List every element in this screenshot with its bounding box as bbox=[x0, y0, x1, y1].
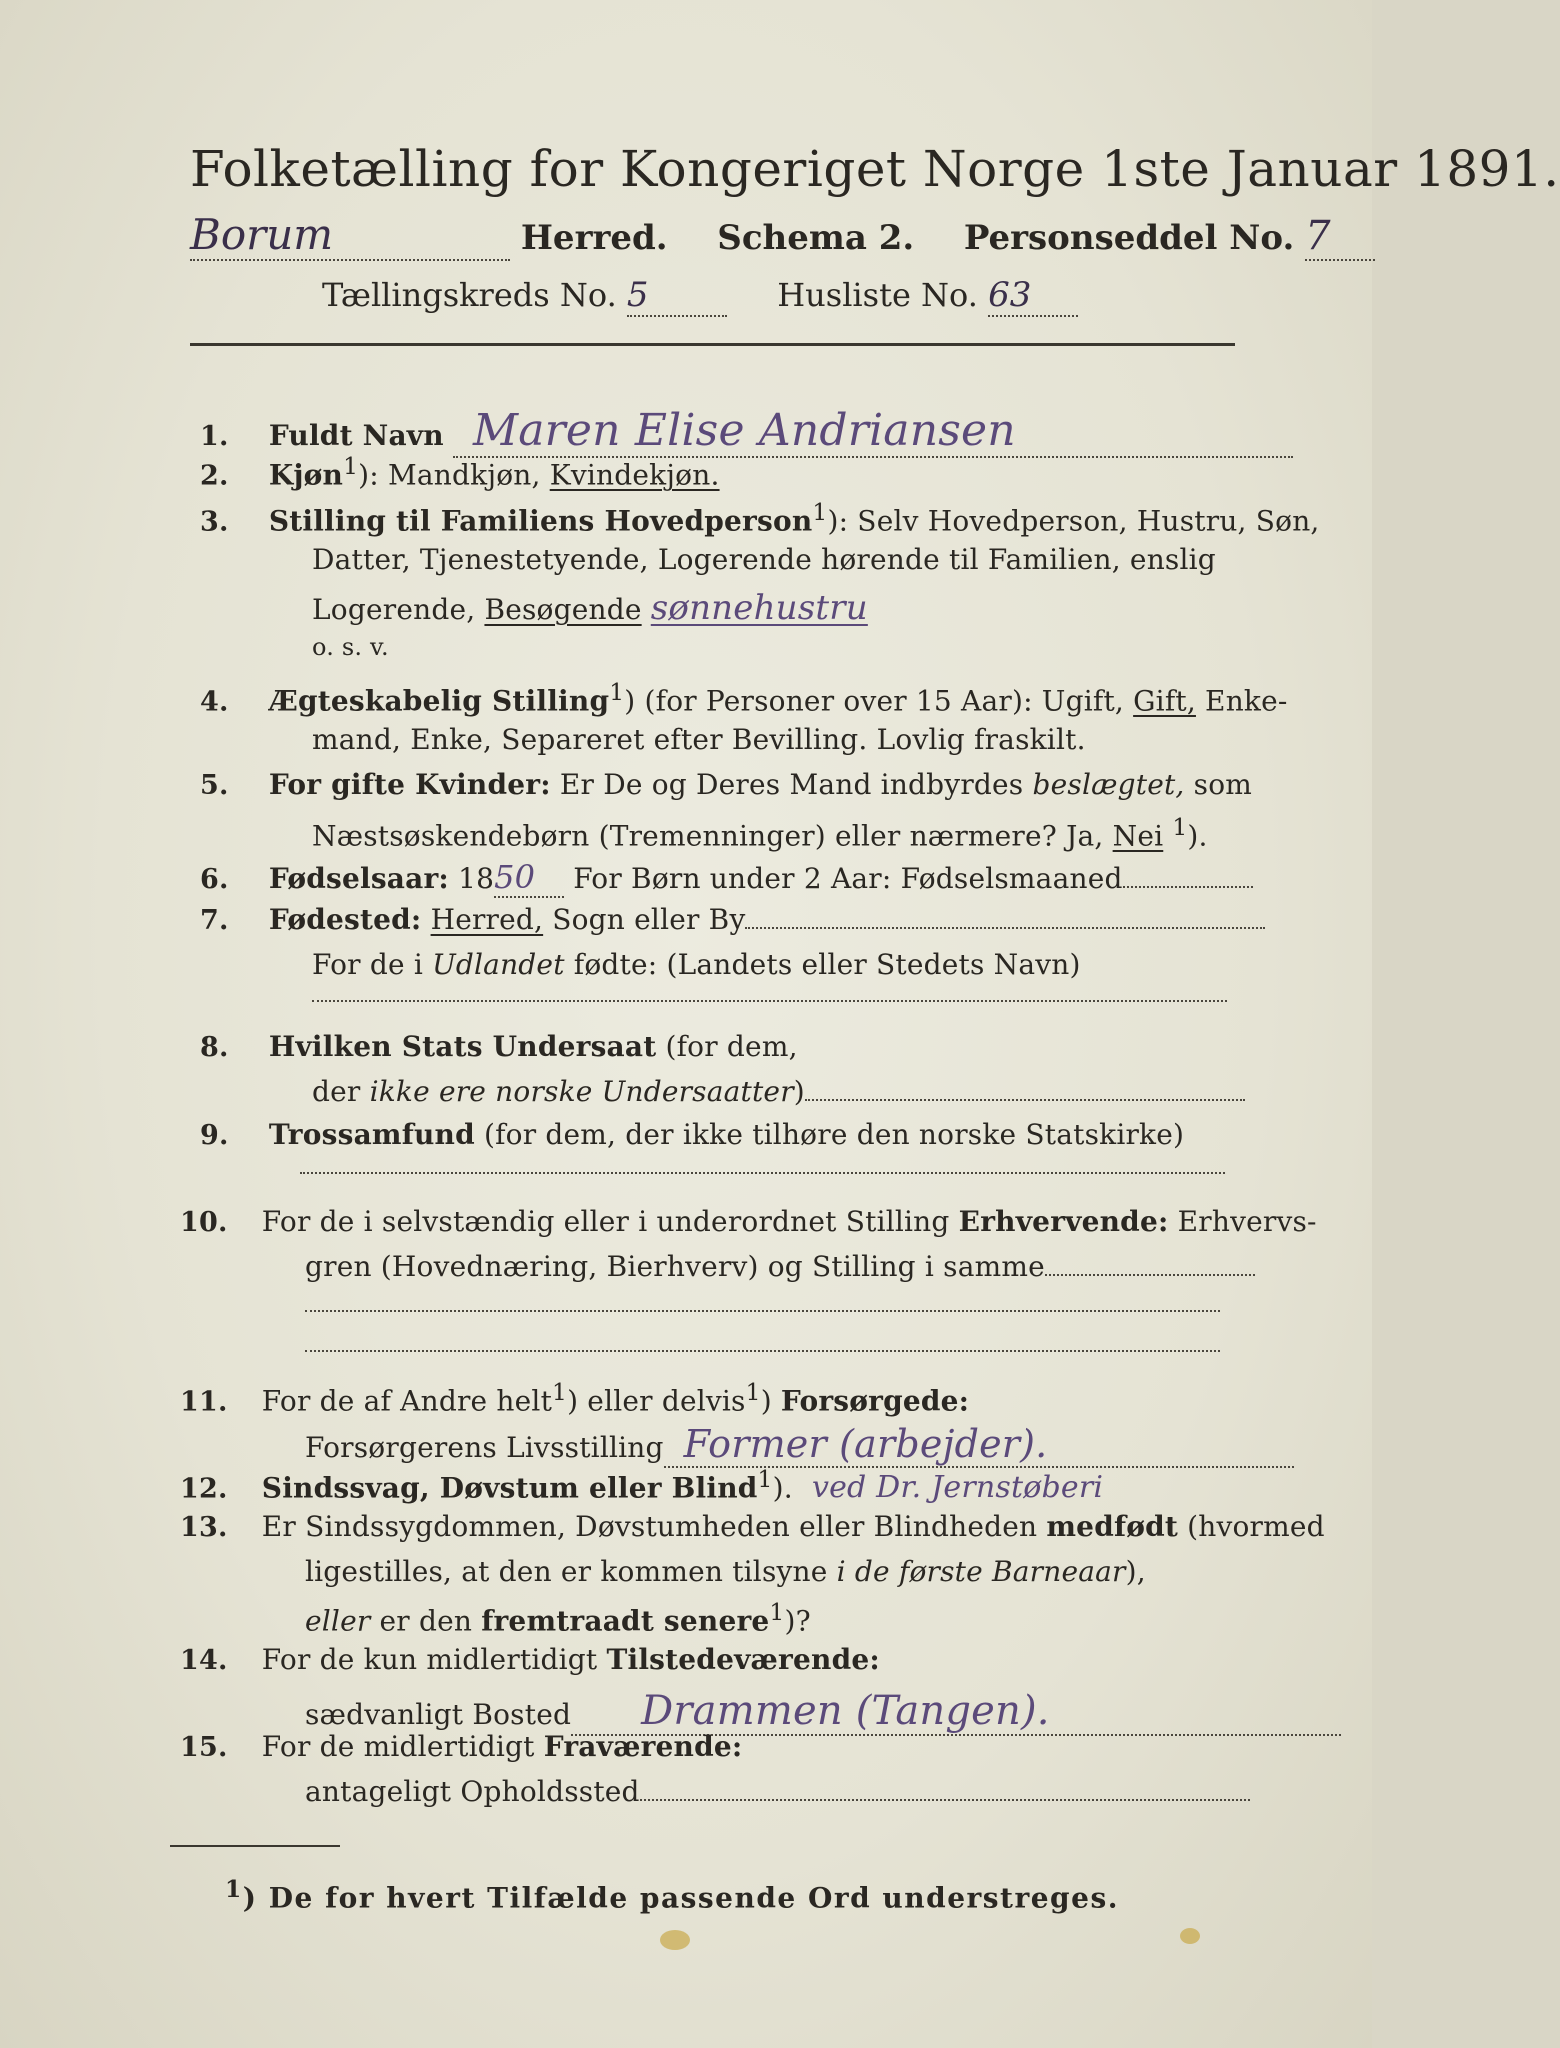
item-4: 4. Ægteskabelig Stilling$^1$) (for Personer over 15 Aar): Ugift, Gift, Enke- bbox=[200, 678, 1288, 718]
provider-occupation-value: Former (arbejder). bbox=[664, 1422, 1294, 1468]
item-12: 12. Sindssvag, Døvstum eller Blind$^1$). ved Dr. Jernstøberi bbox=[180, 1465, 1104, 1506]
item-6: 6. Fødselsaar: 1850 For Børn under 2 Aar: Fødselsmaaned bbox=[200, 858, 1253, 898]
item-8-line2: der ikke ere norske Undersaatter) bbox=[312, 1075, 1245, 1108]
schema-label: Schema 2. bbox=[717, 218, 915, 258]
item-13: 13. Er Sindssygdommen, Døvstumheden eller Blindheden medfødt (hvormed bbox=[180, 1510, 1325, 1543]
item-2: 2. Kjøn$^1$): Mandkjøn, Kvindekjøn. bbox=[200, 452, 720, 492]
herred-label: Herred. bbox=[520, 218, 668, 258]
item-7-line2: For de i Udlandet fødte: (Landets eller Stedets Navn) bbox=[312, 948, 1081, 981]
ink-stain bbox=[1180, 1928, 1200, 1944]
item-9: 9. Trossamfund (for dem, der ikke tilhøre den norske Statskirke) bbox=[200, 1118, 1185, 1151]
item-3: 3. Stilling til Familiens Hovedperson$^1$): Selv Hovedperson, Hustru, Søn, bbox=[200, 498, 1320, 538]
full-name-value: Maren Elise Andriansen bbox=[453, 405, 1293, 458]
husliste-value: 63 bbox=[988, 275, 1078, 317]
kreds-row bbox=[322, 275, 1078, 317]
item-14: 14. For de kun midlertidigt Tilstedeværende: bbox=[180, 1643, 880, 1676]
header-rule bbox=[190, 343, 1235, 346]
item-10-fill-line-1 bbox=[305, 1310, 1220, 1312]
item-14-line2: sædvanligt Bosted Drammen (Tangen). bbox=[305, 1688, 1341, 1736]
item-10-fill-line-2 bbox=[305, 1350, 1220, 1352]
item-8: 8. Hvilken Stats Undersaat (for dem, bbox=[200, 1030, 798, 1063]
item-4-line2: mand, Enke, Separeret efter Bevilling. Lovlig fraskilt. bbox=[312, 723, 1086, 756]
usual-residence-value: Drammen (Tangen). bbox=[571, 1688, 1341, 1736]
kreds-value: 5 bbox=[627, 275, 727, 317]
item-5: 5. For gifte Kvinder: Er De og Deres Mand indbyrdes beslægtet, som bbox=[200, 768, 1253, 801]
birth-year-value: 50 bbox=[494, 858, 564, 898]
footnote-rule bbox=[170, 1845, 340, 1847]
item-7-fill-line bbox=[312, 1000, 1227, 1002]
kreds-label: Tællingskreds No. bbox=[322, 276, 617, 314]
husliste-label: Husliste No. bbox=[777, 276, 978, 314]
item-3-line3: Logerende, Besøgende sønnehustru bbox=[312, 588, 868, 628]
herred-value: Borum bbox=[190, 210, 510, 261]
item-1: 1. Fuldt Navn Maren Elise Andriansen bbox=[200, 405, 1293, 458]
item-10-line2: gren (Hovednæring, Bierhverv) og Stilling i samme bbox=[305, 1250, 1255, 1283]
item-15: 15. For de midlertidigt Fraværende: bbox=[180, 1730, 743, 1763]
item-7: 7. Fødested: Herred, Sogn eller By bbox=[200, 903, 1265, 936]
item-9-fill-line bbox=[300, 1172, 1225, 1174]
item-13-line2: ligestilles, at den er kommen tilsyne i de første Barneaar), bbox=[305, 1555, 1146, 1588]
personseddel-label: Personseddel No. bbox=[963, 218, 1295, 258]
item-3-line4: o. s. v. bbox=[312, 633, 389, 661]
item-13-line3: eller er den fremtraadt senere$^1$)? bbox=[305, 1598, 811, 1638]
form-title: Folketælling for Kongeriget Norge 1ste Januar 1891. bbox=[190, 140, 1560, 198]
item-10: 10. For de i selvstændig eller i underordnet Stilling Erhvervende: Erhvervs- bbox=[180, 1205, 1317, 1238]
item-11: 11. For de af Andre helt$^1$) eller delvis$^1$) Forsørgede: bbox=[180, 1378, 970, 1418]
footnote: $^1$) De for hvert Tilfælde passende Ord understreges. bbox=[225, 1875, 1119, 1915]
item-11-line2: Forsørgerens Livsstilling Former (arbejder). bbox=[305, 1422, 1294, 1468]
item-15-line2: antageligt Opholdssted bbox=[305, 1775, 1250, 1808]
ink-stain bbox=[660, 1930, 690, 1950]
condition-note-value: ved Dr. Jernstøberi bbox=[811, 1470, 1104, 1506]
item-3-line2: Datter, Tjenestetyende, Logerende hørende til Familien, enslig bbox=[312, 543, 1216, 576]
relation-value: sønnehustru bbox=[650, 588, 868, 628]
herred-row bbox=[190, 210, 1375, 261]
item-5-line2: Næstsøskendebørn (Tremenninger) eller nærmere? Ja, Nei $^1$). bbox=[312, 813, 1208, 853]
personseddel-value: 7 bbox=[1305, 213, 1375, 261]
